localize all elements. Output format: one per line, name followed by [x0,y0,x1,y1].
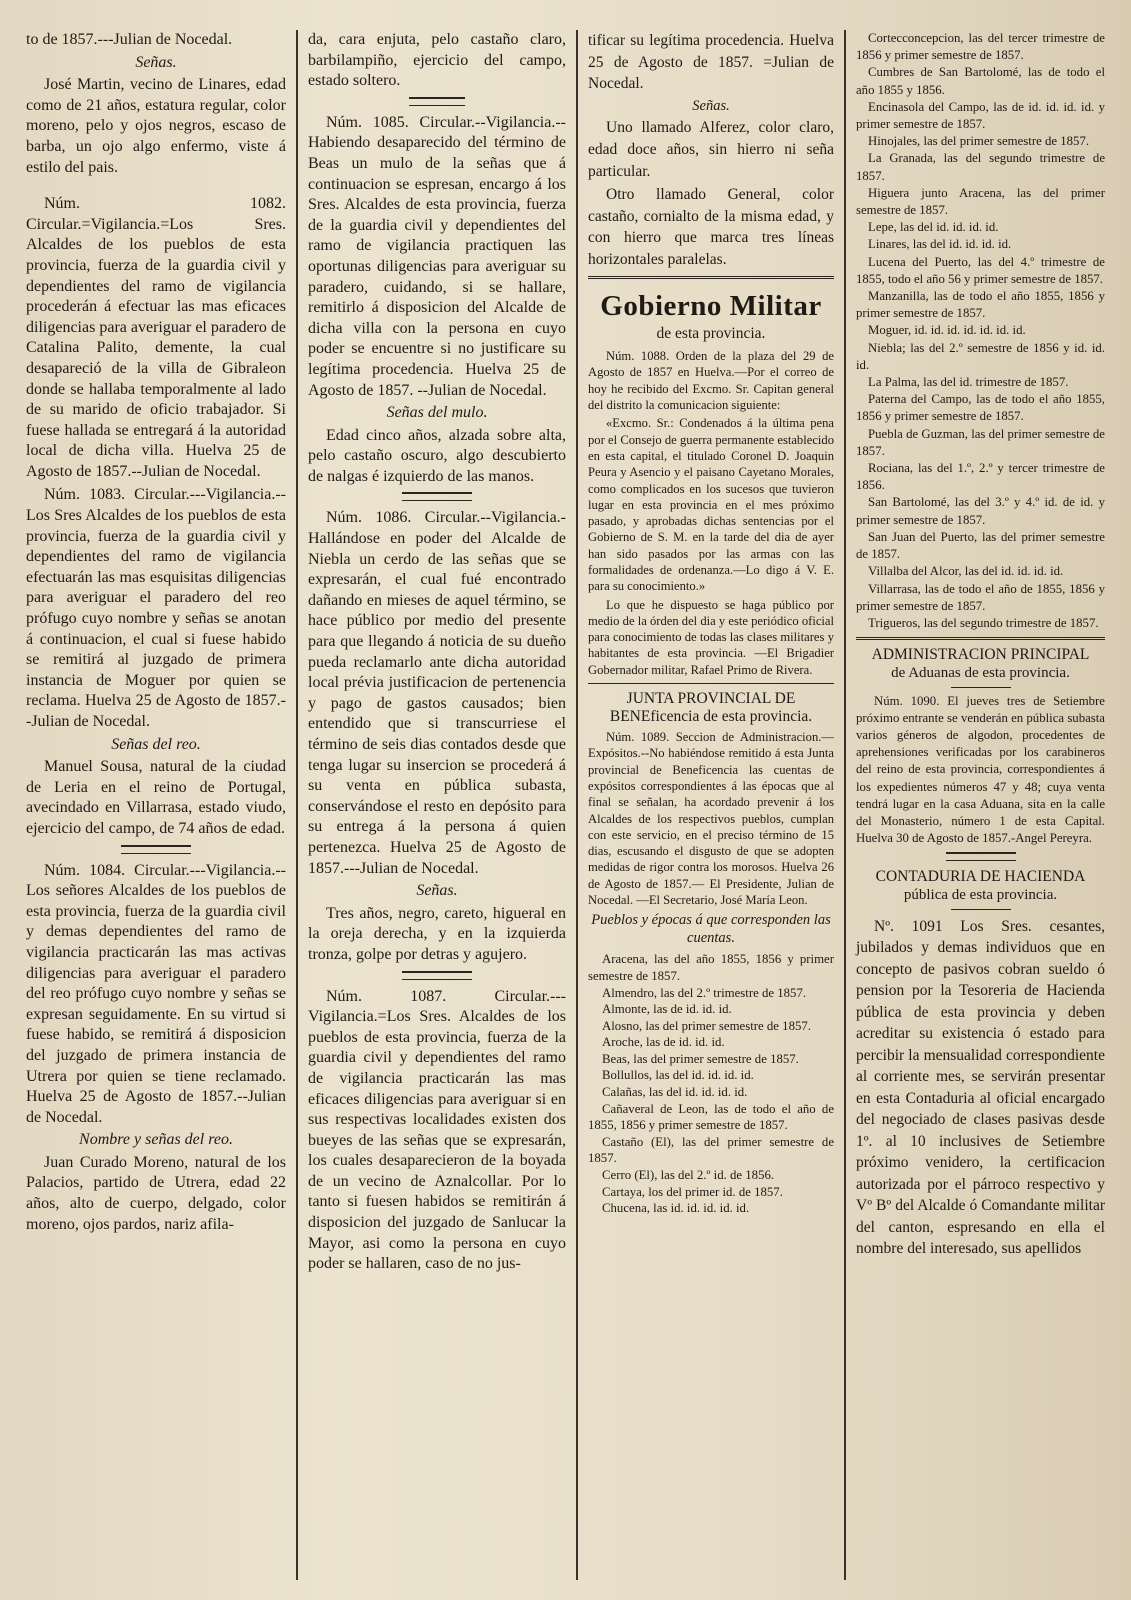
list-item: La Granada, las del segundo trimestre de 1857. [856,151,1105,183]
column-3 [578,30,846,1580]
list-item: Villarrasa, las de todo el año de 1855, 1856 y primer semestre de 1857. [856,581,1105,613]
section-subtitle: de esta provincia. [656,324,766,342]
subheading: Señas. [692,97,730,114]
subheading: Señas. [416,882,458,900]
paragraph: Núm. 1085. Circular.--Vigilancia.--Habiendo desaparecido del término de Beas un mulo de la señas que á continuacion se espresan, encargo á los Sres. Alcaldes de esta provincia, fuerza de la guardia civil y dependientes del ramo de vigilancia practiquen las oportunas diligencias para averiguar su paradero, cuidando, si se hallare, remitirlo á disposicion del Alcalde de dicha villa con la persona en cuyo poder se encuentre si no justificare su legítima procedencia. Huelva 25 de Agosto de 1857. --Julian de Nocedal. [308,113,566,399]
divider [951,909,1011,910]
divider [588,683,834,684]
subheading: Señas del reo. [111,735,201,753]
list-item: Alosno, las del primer semestre de 1857. [602,1018,811,1033]
list-item: Niebla; las del 2.º semestre de 1856 y id. id. id. [856,340,1105,372]
ornament-divider [402,492,472,501]
section-title-administracion: ADMINISTRACION PRINCIPAL [871,646,1090,664]
list-item: Rociana, las del 1.º, 2.º y tercer trimestre de 1856. [856,461,1105,493]
paragraph: Tres años, negro, careto, higueral en la oreja derecha, y en la izquierda tronza, golpe por detras y agujero. [308,904,566,963]
subheading: Nombre y señas del reo. [79,1131,233,1149]
column-1 [16,30,298,1580]
paragraph: tificar su legítima procedencia. Huelva 25 de Agosto de 1857. =Julian de Nocedal. [588,32,834,93]
list-item: Hinojales, las del primer semestre de 1857. [868,134,1090,149]
paragraph: Lo que he dispuesto se haga público por medio de la órden del dia y este periódico oficial para conocimiento de todas las clases militares y habitantes de esta provincia. —El Brigadier Gobernador militar, Rafael Primo de Rivera. [588,597,834,677]
ornament-divider [402,971,472,980]
paragraph: Núm. 1083. Circular.---Vigilancia.--Los Sres Alcaldes de los pueblos de esta provincia, fuerza de la guardia civil y dependientes del ramo de vigilancia efectuarán las mas esquisitas diligencias para averiguar el paradero del reo prófugo cuyo nombre y señas se anotan á continuacion, el cual si fuese habido se remitirá al juzgado de primera instancia de Moguer por quien se reclama. Huelva 25 de Agosto de 1857.--Julian de Nocedal. [26,486,286,730]
paragraph: Núm. 1090. El jueves tres de Setiembre próximo entrante se venderán en pública subasta varios géneros de algodon, procedentes de aprehensiones verificadas por los carabineros del reino de esta provincia, correspondientes á los expedientes números 47 y 48; cuya venta tendrá lugar en la casa Aduana, sita en la calle del Monasterio, número 1 de esta Capital. Huelva 30 de Agosto de 1857.-Angel Pereyra. [856,693,1105,846]
list-item: Trigueros, las del segundo trimestre de 1857. [868,615,1099,630]
column-4 [846,30,1115,1580]
list-item: Lucena del Puerto, las del 4.º trimestre de 1855, todo el año 56 y primer semestre de 1857. [856,254,1105,286]
list-item: Linares, las del id. id. id. id. [868,237,1012,252]
subheading: Señas. [135,53,177,71]
paragraph: Núm. 1088. Orden de la plaza del 29 de Agosto de 1857 en Huelva.—Por el correo de hoy he recibido del Excmo. Sr. Capitan general del distrito la comunicacion siguiente: [588,349,834,413]
list-item: Moguer, id. id. id. id. id. id. id. [868,323,1026,338]
list-item: Cartaya, los del primer id. de 1857. [602,1184,783,1199]
subheading: Señas del mulo. [386,404,488,422]
paragraph: José Martin, vecino de Linares, edad como de 21 años, estatura regular, color moreno, pelo y ojos negros, escaso de barba, un ojo algo enfermo, viste á estilo del pais. [26,76,286,176]
paragraph: Uno llamado Alferez, color claro, edad doce años, sin hierro ni seña particular. [588,119,834,180]
list-item: Aracena, las del año 1855, 1856 y primer semestre de 1857. [588,952,834,983]
ornament-divider [121,845,191,854]
paragraph: Núm. 1089. Seccion de Administracion.—Expósitos.--No habiéndose remitido á esta Junta provincial de Beneficencia las cuentas de expósitos correspondientes á las épocas que al final se señalan, ha acordado prevenir á los Alcaldes de los respectivos pueblos, cumplan con este servicio, en el preciso término de 15 dias, escusando el disgusto de que se adopten medidas de rigor contra los morosos. Huelva 26 de Agosto de 1857.— El Presidente, Julian de Nocedal. —El Secretario, José María Leon. [588,730,834,908]
list-item: Beas, las del primer semestre de 1857. [602,1051,799,1066]
divider [588,276,834,279]
section-title-gobierno-militar: Gobierno Militar [600,289,822,322]
paragraph: Otro llamado General, color castaño, cornialto de la misma edad, y con hierro que marca tres líneas horizontales paralelas. [588,186,834,268]
section-subtitle: pública de esta provincia. [903,887,1058,904]
entries-list [856,30,1105,632]
ornament-divider [409,97,465,106]
entries-list [588,951,834,1217]
list-item: Castaño (El), las del primer semestre de 1857. [588,1134,834,1166]
column-2 [298,30,578,1580]
list-item: Encinasola del Campo, las de id. id. id. id. y primer semestre de 1857. [856,99,1105,132]
list-item: Almonte, las de id. id. id. [602,1002,732,1017]
list-item: San Juan del Puerto, las del primer semestre de 1857. [856,529,1105,562]
list-item: La Palma, las del id. trimestre de 1857. [868,375,1069,390]
list-item: Higuera junto Aracena, las del primer semestre de 1857. [856,185,1105,218]
section-title-contaduria: CONTADURIA DE HACIENDA [875,868,1086,886]
list-item: Villalba del Alcor, las del id. id. id. id. [868,564,1064,579]
list-item: Chucena, las id. id. id. id. id. [602,1201,750,1216]
list-item: Cortecconcepcion, las del tercer trimestre de 1856 y primer semestre de 1857. [856,31,1105,63]
list-item: Bollullos, las del id. id. id. id. [602,1068,754,1083]
paragraph: Núm. 1082. Circular.=Vigilancia.=Los Sres. Alcaldes de los pueblos de esta provincia, fuerza de la guardia civil y dependientes del ramo de vigilancia procederán á efectuar las mas eficaces diligencias para averiguar el paradero de Catalina Palito, demente, la cual desapareció de la villa de Gibraleon donde se hallaba temporalmente al lado de su marido de oficio trabajador. Si fuese hallada se entregará á la autoridad local de dicha villa. Huelva 25 de Agosto de 1857.--Julian de Nocedal. [26,195,286,480]
paragraph: to de 1857.---Julian de Nocedal. [26,31,233,48]
paragraph: Núm. 1084. Circular.---Vigilancia.--Los señores Alcaldes de los pueblos de esta provincia, fuerza de la guardia civil y demas dependientes del ramo de vigilancia practicarán las mas activas diligencias para averiguar el paradero del reo prófugo cuyo nombre y señas se expresan seguidamente. En su virtud si fuese habido, se remitirá á disposicion del juzgado de primera instancia de Utrera por quien se tiene reclamado. Huelva 25 de Agosto de 1857.--Julian de Nocedal. [26,861,286,1126]
paragraph: da, cara enjuta, pelo castaño claro, barbilampiño, ejercicio del campo, estado soltero. [308,31,566,90]
section-title-junta: JUNTA PROVINCIAL DE BENEficencia de esta provincia. [609,690,813,726]
list-item: San Bartolomé, las del 3.º y 4.º id. de id. y primer semestre de 1857. [856,495,1105,527]
list-item: Paterna del Campo, las de todo el año 1855, 1856 y primer semestre de 1857. [856,392,1105,424]
subheading: Pueblos y épocas á que corresponden las cuentas. [591,912,831,947]
ornament-divider [946,852,1016,861]
list-item: Aroche, las de id. id. id. [602,1035,725,1050]
list-item: Cerro (El), las del 2.º id. de 1856. [602,1168,775,1183]
list-item: Almendro, las del 2.º trimestre de 1857. [602,985,807,1000]
list-item: Cumbres de San Bartolomé, las de todo el año 1855 y 1856. [856,65,1105,97]
divider [856,637,1105,640]
paragraph: Edad cinco años, alzada sobre alta, pelo castaño oscuro, algo descubierto de nalgas é izquierdo de las manos. [308,426,566,485]
paragraph: «Excmo. Sr.: Condenados á la última pena por el Consejo de guerra permanente establecido en esta capital, el titulado Coronel D. Joaquin Peura y Asencio y el paisano Cayetano Morales, como complicados en los sucesos que tuvieron lugar en esta provincia en el mes próximo pasado, y aprobadas dichas sentencias por el Gobierno de S. M. en la tarde del dia de ayer han sido pasados por las armas con las formalidades de ordenanza.—Lo digo á V. E. para su conocimiento.» [588,416,834,594]
list-item: Manzanilla, las de todo el año 1855, 1856 y primer semestre de 1857. [856,289,1105,321]
list-item: Cañaveral de Leon, las de todo el año de 1855, 1856 y primer semestre de 1857. [588,1101,834,1133]
paragraph: Núm. 1087. Circular.---Vigilancia.=Los Sres. Alcaldes de los pueblos de esta provincia, fuerza de la guardia civil y dependientes del ramo de vigilancia practicarán las mas eficaces diligencias para averiguar si en sus respectivas localidades existen dos bueyes de las señas que se expresarán, los cuales desaparecieron de la boyada de un vecino de Aznalcollar. Por lo tanto si fuesen habidos se remitirán á disposicion del juzgado de Sanlucar la Mayor, asi como la persona en cuyo poder se hallaren, caso de no jus- [308,987,566,1273]
list-item: Lepe, las del id. id. id. id. [868,220,999,235]
paragraph: Juan Curado Moreno, natural de los Palacios, partido de Utrera, edad 22 años, alto de cuerpo, delgado, color moreno, ojos pardos, nariz afila- [26,1153,286,1233]
list-item: Calañas, las del id. id. id. id. [602,1085,748,1100]
ornament-divider [128,183,184,187]
list-item: Puebla de Guzman, las del primer semestre de 1857. [856,426,1105,458]
section-subtitle: de Aduanas de esta provincia. [891,665,1070,682]
paragraph: Manuel Sousa, natural de la ciudad de Leria en el reino de Portugal, avecindado en Villarrasa, estado viudo, ejercicio del campo, de 74 años de edad. [26,758,286,837]
paragraph: Núm. 1086. Circular.--Vigilancia.- Hallándose en poder del Alcalde de Niebla un cerdo de las señas que se expresarán, el cual fué encontrado dañando en mieses de aquel término, se hace público por medio del presente para que llegando á noticia de su dueño pueda reclamarlo ante dicha autoridad local prévia justificacion de pertenencia y pago de gastos causados; bien entendido que si transcurriese el término de seis dias contados desde que tenga lugar su insercion se procederá á su venta en pública subasta, conservándose el resto en depósito para su entrega á la persona á quien pertenezca. Huelva 25 de Agosto de 1857.---Julian de Nocedal. [308,509,566,877]
divider [951,687,1011,688]
paragraph: Nº. 1091 Los Sres. cesantes, jubilados y demas individuos que en concepto de pasivos cobran sueldo ó pension por la Tesoreria de Hacienda pública de esta provincia y deben acreditar su existencia ó estado para percibir la mensualidad correspondiente al corriente mes, se servirán presentar en esta Contaduria al oficial encargado del negociado de clases pasivas desde 1º. al 10 inclusives de Setiembre próximo venidero, la certificacion autorizada por el párroco respectivo y Vº Bº del Alcalde ó Comandante militar del canton, espresando en ella el nombre del interesado, sus apellidos [856,917,1105,1258]
